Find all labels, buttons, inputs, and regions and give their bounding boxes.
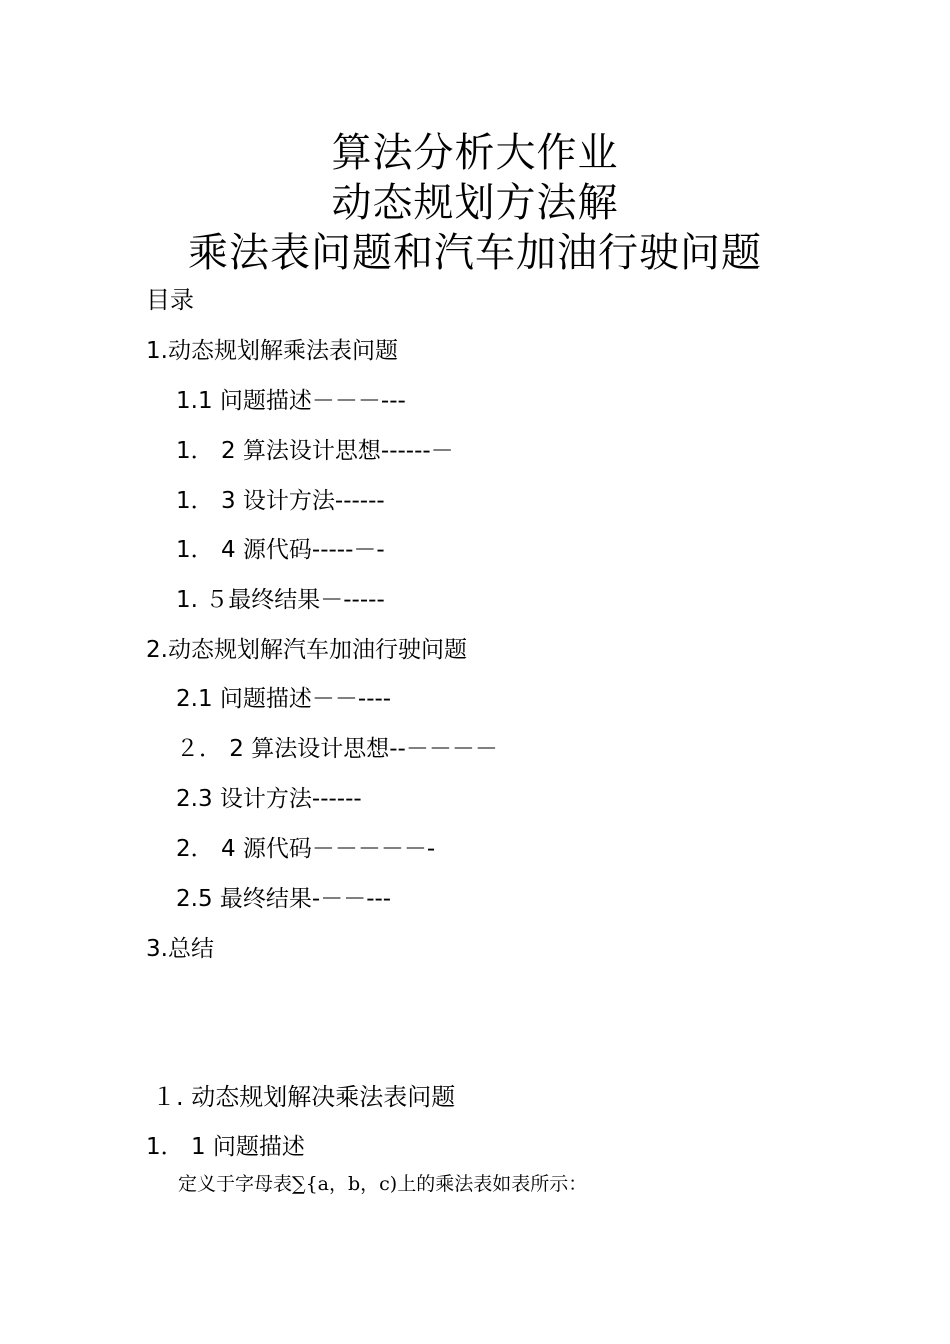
toc-entry-2-1: 2.1 问题描述－－---- — [176, 686, 392, 712]
section-1-heading: １. 动态规划解决乘法表问题 — [152, 1083, 456, 1111]
section-1-1-paragraph: 定义于字母表∑{a，b，c)上的乘法表如表所示： — [178, 1173, 588, 1195]
toc-entry-2-3: 2.3 设计方法------ — [176, 786, 362, 812]
toc-entry-1-1: 1.1 问题描述－－－--- — [176, 388, 406, 414]
toc-entry-1-2: 1． 2 算法设计思想------－ — [176, 438, 454, 464]
document-title-line-1: 算法分析大作业 — [331, 130, 619, 176]
toc-entry-3: 3.总结 — [146, 936, 214, 962]
toc-entry-1: 1.动态规划解乘法表问题 — [146, 338, 398, 364]
toc-heading: 目录 — [146, 286, 194, 314]
document-title-line-2: 动态规划方法解 — [331, 180, 619, 226]
toc-entry-2-5: 2.5 最终结果-－－--- — [176, 886, 392, 912]
toc-entry-1-4: 1． 4 源代码-----－- — [176, 537, 385, 563]
toc-entry-1-3: 1． 3 设计方法------ — [176, 488, 385, 514]
document-title-line-3: 乘法表问题和汽车加油行驶问题 — [188, 230, 762, 276]
toc-entry-2-4: 2． 4 源代码－－－－－- — [176, 836, 436, 862]
toc-entry-1-5: 1. ５最终结果－----- — [176, 587, 385, 613]
section-1-1-heading: 1． 1 问题描述 — [146, 1134, 305, 1160]
toc-entry-2: 2.动态规划解汽车加油行驶问题 — [146, 637, 467, 663]
toc-entry-2-2: ２． 2 算法设计思想--－－－－ — [176, 736, 498, 762]
